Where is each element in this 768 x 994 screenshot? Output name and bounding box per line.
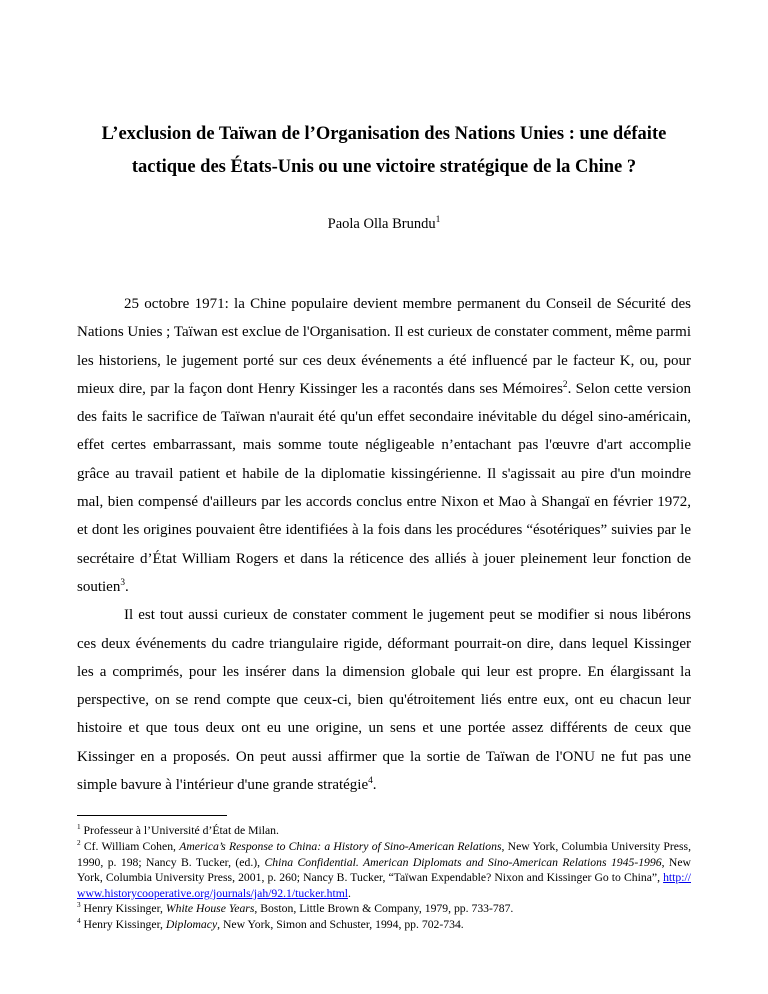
text-run: Il est tout aussi curieux de constater comment le jugement peut se modifier si nous libérons ces deux événements du cadre triangulaire rigide, déformant pourrait-on dire, dans lequel Kissinger les a comprimés, pour les insérer dans la dimension globale qui leur est propre. En élargissant la perspective, on se rend compte que ceux-ci, bien qu'étroitement liés entre eux, ont eu chacun leur histoire et que tous deux ont eu une origine, un sens et une portée assez différents de ceux que Kissinger en a proposés. On peut aussi affirmer que la sortie de Taïwan de l'ONU ne fut pas une simple bavure à l'intérieur d'une grande stratégie — [77, 607, 691, 794]
text-run: , New York, Columbia University Press, 1990, p. 198; Nancy B. Tucker, (ed.), — [77, 839, 691, 869]
book-title-italic: White House Years — [165, 902, 255, 916]
footnote-number: 2 — [77, 839, 81, 848]
text-run: Cf. William Cohen, — [83, 839, 180, 853]
footnote-ref: 4 — [368, 776, 373, 787]
footnote-number: 3 — [77, 901, 81, 910]
footnote-url-link[interactable]: http://www.historycooperative.org/journals/jah/92.1/tucker.html — [77, 871, 691, 900]
book-title-italic: China Confidential. American Diplomats and Sino-American Relations 1945-1996 — [264, 855, 662, 869]
text-run: . Selon cette version des faits le sacrifice de Taïwan n'aurait été qu'un effet secondaire inévitable du dégel sino-américain, effet certes embarrassant, mais somme toute négligeable n’entachant pas l'œuvre d'art accomplie grâce au travail patient et habile de la diplomatie kissingérienne. Il s'agissait au pire d'un moindre mal, bien compensé d'ailleurs par les accords conclus entre Nixon et Mao à Shangaï en février 1972, et dont les origines pouvaient être identifiées à la fois dans les procédures “ésotériques” suivies par le secrétaire d’État William Rogers et dans la réticence des alliés à jouer pleinement leur fonction de soutien — [77, 380, 691, 595]
footnote — [77, 917, 691, 933]
text-run: . — [125, 578, 129, 595]
author-name: Paola Olla Brundu — [327, 216, 436, 232]
footnote-number: 1 — [77, 823, 81, 832]
text-run: Professeur à l’Université d’État de Milan. — [83, 824, 279, 838]
book-title-italic: Diplomacy — [165, 917, 218, 931]
footnote-text — [84, 902, 514, 915]
article-body — [77, 290, 691, 799]
text-run: . — [348, 886, 351, 900]
text-run: , Boston, Little Brown & Company, 1979, pp. 733-787. — [254, 902, 514, 916]
body-paragraph — [77, 601, 691, 799]
footnote — [77, 823, 691, 839]
footnotes-section — [77, 815, 691, 932]
footnote-text — [77, 840, 691, 900]
text-run: , New York, Simon and Schuster, 1994, pp. 702-734. — [217, 917, 464, 931]
text-run: Henry Kissinger, — [83, 917, 166, 931]
text-run: 25 octobre 1971: la Chine populaire devient membre permanent du Conseil de Sécurité des Nations Unies ; Taïwan est exclue de l'Organisation. Il est curieux de constater comment, même parmi les historiens, le jugement porté sur ces deux événements a été influencé par le facteur K, ou, pour mieux dire, par la façon dont Henry Kissinger les a racontés dans ses Mémoires — [77, 296, 691, 397]
author-note-ref: 1 — [435, 215, 441, 226]
footnote-text — [84, 918, 464, 931]
text-run: Henry Kissinger, — [83, 902, 166, 916]
footnote-number: 4 — [77, 917, 81, 926]
book-title-italic: America’s Response to China: a History of Sino-American Relations — [179, 839, 502, 853]
text-run: . — [372, 777, 377, 794]
footnote — [77, 839, 691, 901]
text-run: , New York, Columbia University Press, 2001, p. 260; Nancy B. Tucker, “Taïwan Expendable? Nixon and Kissinger Go to China”, — [77, 855, 691, 885]
footnote-ref: 2 — [562, 379, 568, 390]
footnote — [77, 901, 691, 917]
author-line — [77, 214, 691, 234]
paper-title: L’exclusion de Taïwan de l’Organisation des Nations Unies : une défaite tactique des États-Unis ou une victoire stratégique de la Chine ? — [101, 124, 667, 177]
footnote-ref: 3 — [120, 577, 125, 588]
footnote-separator — [77, 815, 227, 816]
footnote-text — [84, 824, 279, 837]
body-paragraph — [77, 290, 691, 601]
